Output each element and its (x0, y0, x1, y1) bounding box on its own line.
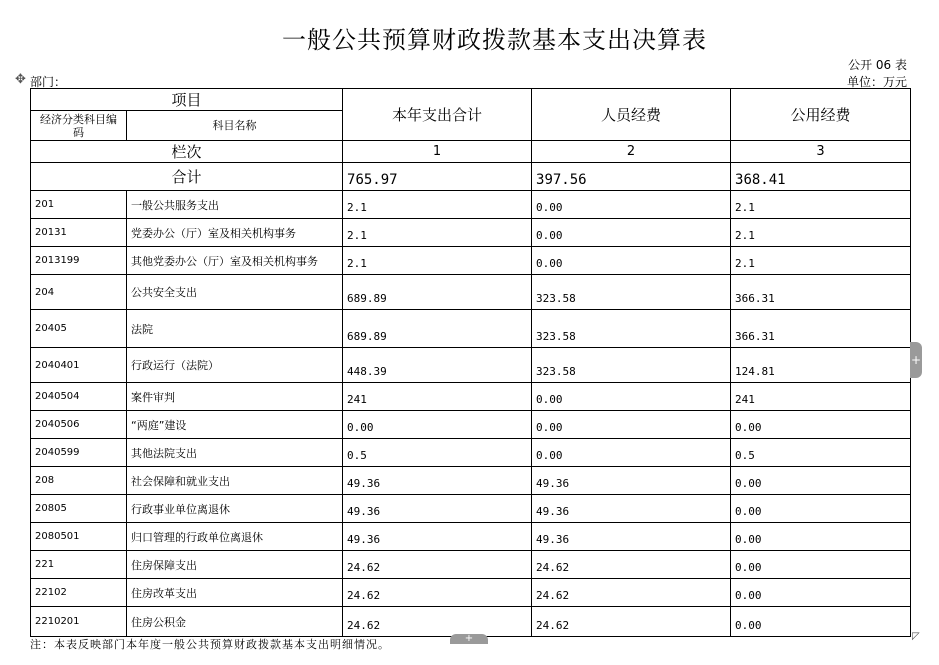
code-cell: 2040599 (31, 439, 127, 467)
subject-name-cell: 公共安全支出 (127, 275, 343, 310)
subject-name-cell: 其他党委办公（厅）室及相关机构事务 (127, 247, 343, 275)
header-subject-name: 科目名称 (127, 111, 343, 141)
public-expense-cell: 2.1 (731, 247, 911, 275)
total-expense-cell: 0.00 (343, 411, 532, 439)
public-expense-cell: 0.00 (731, 607, 911, 637)
code-cell: 2040504 (31, 383, 127, 411)
subject-name-cell: 法院 (127, 310, 343, 348)
total-label: 合计 (31, 163, 343, 191)
total-col1: 765.97 (343, 163, 532, 191)
col-number-2: 2 (532, 141, 731, 163)
code-cell: 20405 (31, 310, 127, 348)
table-row (31, 191, 911, 219)
subject-name-cell: “两庭”建设 (127, 411, 343, 439)
code-cell: 208 (31, 467, 127, 495)
code-cell: 20131 (31, 219, 127, 247)
table-row (31, 247, 911, 275)
table-row (31, 219, 911, 247)
subject-name-cell: 党委办公（厅）室及相关机构事务 (127, 219, 343, 247)
total-expense-cell: 49.36 (343, 495, 532, 523)
total-expense-cell: 689.89 (343, 310, 532, 348)
total-row (31, 163, 911, 191)
col-number-3: 3 (731, 141, 911, 163)
total-expense-cell: 2.1 (343, 191, 532, 219)
total-expense-cell: 0.5 (343, 439, 532, 467)
subject-name-cell: 案件审判 (127, 383, 343, 411)
col-number-1: 1 (343, 141, 532, 163)
table-row (31, 439, 911, 467)
public-expense-cell: 0.00 (731, 551, 911, 579)
header-econ-code: 经济分类科目编码 (31, 111, 127, 141)
header-col2: 人员经费 (532, 89, 731, 141)
move-handle-icon[interactable]: ✥ (15, 72, 26, 87)
table-row (31, 607, 911, 637)
total-expense-cell: 2.1 (343, 219, 532, 247)
subject-name-cell: 行政运行（法院） (127, 348, 343, 383)
code-cell: 201 (31, 191, 127, 219)
subject-name-cell: 行政事业单位离退休 (127, 495, 343, 523)
public-expense-cell: 2.1 (731, 191, 911, 219)
subject-name-cell: 一般公共服务支出 (127, 191, 343, 219)
personnel-expense-cell: 49.36 (532, 495, 731, 523)
budget-table (30, 88, 911, 637)
total-expense-cell: 24.62 (343, 579, 532, 607)
personnel-expense-cell: 24.62 (532, 607, 731, 637)
subject-name-cell: 住房公积金 (127, 607, 343, 637)
total-col2: 397.56 (532, 163, 731, 191)
personnel-expense-cell: 0.00 (532, 439, 731, 467)
code-cell: 204 (31, 275, 127, 310)
public-expense-cell: 366.31 (731, 275, 911, 310)
code-cell: 22102 (31, 579, 127, 607)
public-expense-cell: 0.00 (731, 411, 911, 439)
department-label: 部门： (30, 75, 67, 89)
table-row (31, 348, 911, 383)
personnel-expense-cell: 0.00 (532, 383, 731, 411)
table-row (31, 383, 911, 411)
total-col3: 368.41 (731, 163, 911, 191)
personnel-expense-cell: 0.00 (532, 219, 731, 247)
table-row (31, 551, 911, 579)
header-col3: 公用经费 (731, 89, 911, 141)
total-expense-cell: 49.36 (343, 467, 532, 495)
code-cell: 2013199 (31, 247, 127, 275)
total-expense-cell: 689.89 (343, 275, 532, 310)
table-row (31, 467, 911, 495)
public-expense-cell: 0.00 (731, 495, 911, 523)
personnel-expense-cell: 0.00 (532, 247, 731, 275)
code-cell: 2040401 (31, 348, 127, 383)
table-row (31, 579, 911, 607)
plus-icon[interactable]: + (450, 634, 488, 644)
code-cell: 221 (31, 551, 127, 579)
public-expense-cell: 2.1 (731, 219, 911, 247)
public-expense-cell: 0.5 (731, 439, 911, 467)
subject-name-cell: 住房保障支出 (127, 551, 343, 579)
public-expense-cell: 366.31 (731, 310, 911, 348)
footnote: 注：本表反映部门本年度一般公共预算财政拨款基本支出明细情况。 (30, 638, 390, 651)
subject-name-cell: 住房改革支出 (127, 579, 343, 607)
table-row (31, 523, 911, 551)
personnel-expense-cell: 49.36 (532, 467, 731, 495)
personnel-expense-cell: 24.62 (532, 551, 731, 579)
personnel-expense-cell: 24.62 (532, 579, 731, 607)
total-expense-cell: 24.62 (343, 607, 532, 637)
total-expense-cell: 49.36 (343, 523, 532, 551)
public-expense-cell: 0.00 (731, 579, 911, 607)
personnel-expense-cell: 323.58 (532, 310, 731, 348)
row-label: 栏次 (31, 141, 343, 163)
header-item: 项目 (31, 89, 343, 111)
header-col1: 本年支出合计 (343, 89, 532, 141)
table-row (31, 275, 911, 310)
public-expense-cell: 0.00 (731, 523, 911, 551)
total-expense-cell: 448.39 (343, 348, 532, 383)
code-cell: 20805 (31, 495, 127, 523)
personnel-expense-cell: 0.00 (532, 411, 731, 439)
public-expense-cell: 241 (731, 383, 911, 411)
public-expense-cell: 0.00 (731, 467, 911, 495)
table-row (31, 495, 911, 523)
total-expense-cell: 2.1 (343, 247, 532, 275)
subject-name-cell: 归口管理的行政单位离退休 (127, 523, 343, 551)
plus-icon[interactable]: + (910, 342, 922, 378)
total-expense-cell: 241 (343, 383, 532, 411)
form-number: 公开 06 表 (848, 58, 907, 72)
public-expense-cell: 124.81 (731, 348, 911, 383)
code-cell: 2040506 (31, 411, 127, 439)
personnel-expense-cell: 49.36 (532, 523, 731, 551)
total-expense-cell: 24.62 (343, 551, 532, 579)
table-row (31, 310, 911, 348)
subject-name-cell: 社会保障和就业支出 (127, 467, 343, 495)
unit-label: 单位：万元 (846, 75, 907, 89)
resize-corner-icon[interactable]: ◸ (912, 631, 920, 642)
code-cell: 2210201 (31, 607, 127, 637)
table-row (31, 411, 911, 439)
code-cell: 2080501 (31, 523, 127, 551)
personnel-expense-cell: 323.58 (532, 275, 731, 310)
personnel-expense-cell: 0.00 (532, 191, 731, 219)
subject-name-cell: 其他法院支出 (127, 439, 343, 467)
report-title: 一般公共预算财政拨款基本支出决算表 (282, 26, 707, 54)
header-row-1 (31, 89, 911, 111)
column-number-row (31, 141, 911, 163)
personnel-expense-cell: 323.58 (532, 348, 731, 383)
